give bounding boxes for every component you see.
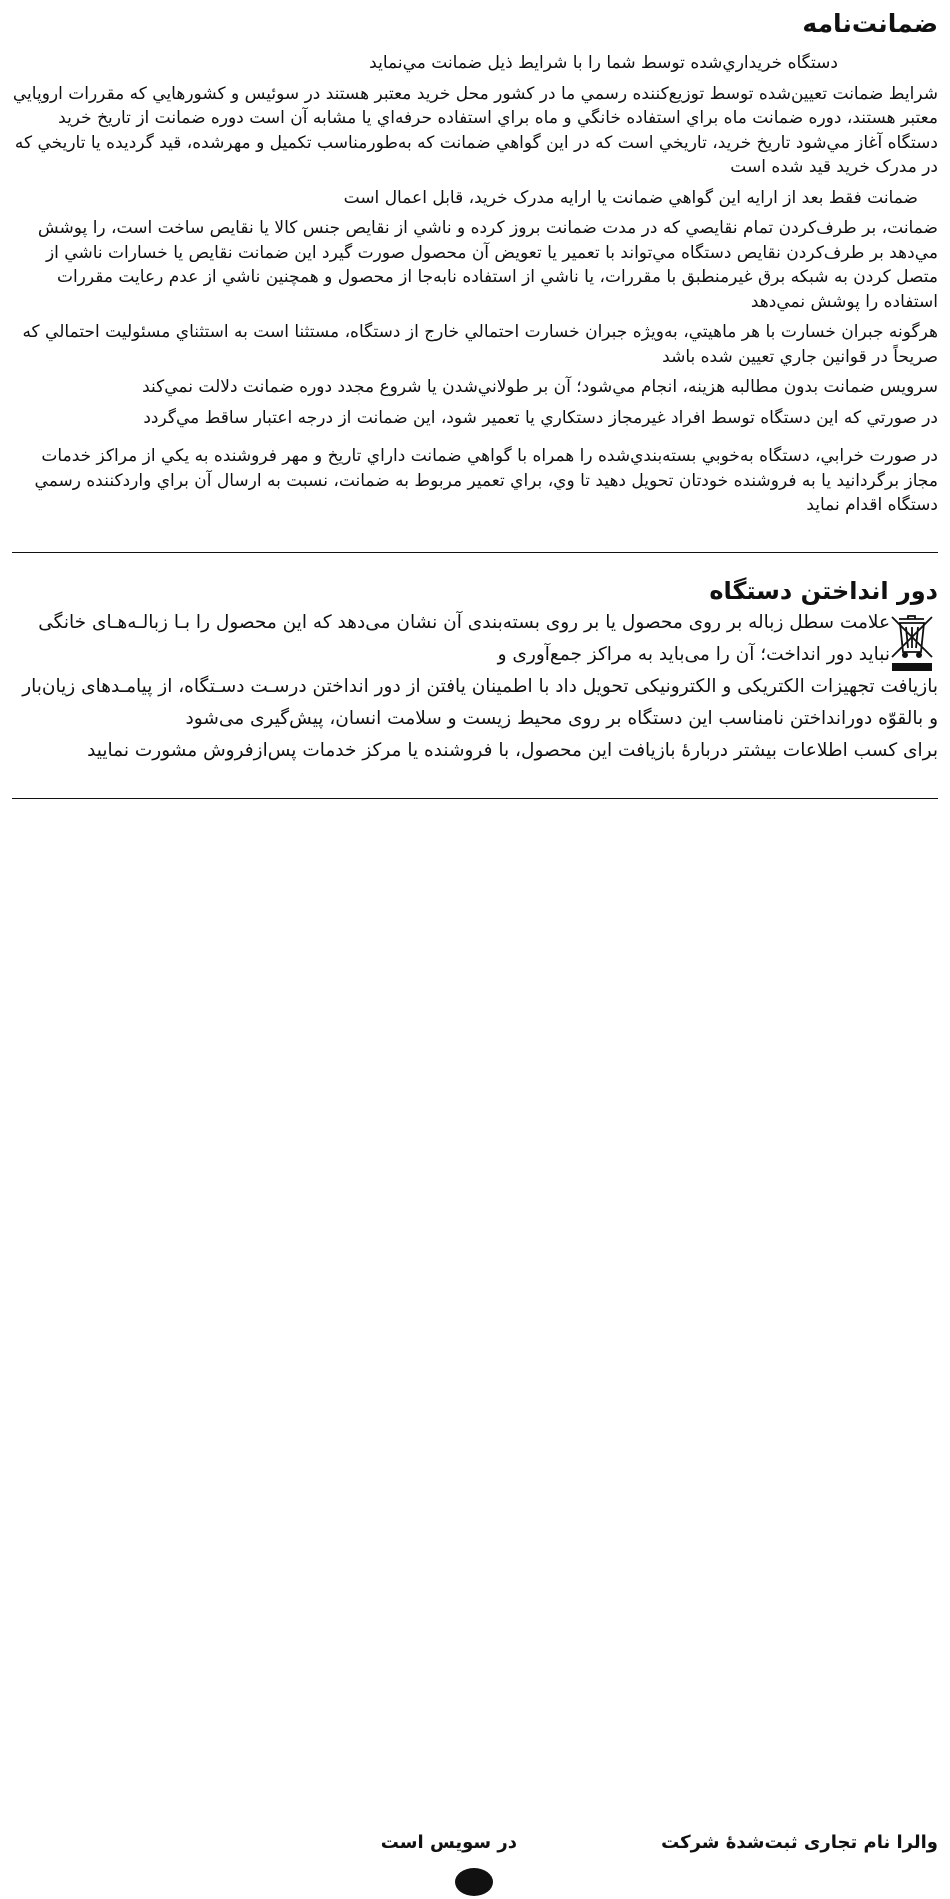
disposal-title: دور انداختن دستگاه	[709, 577, 938, 605]
disposal-recycling-paragraph: بازیافت تجهیزات الکتریکی و الکترونیکی تحویل داد با اطمینان یافتن از دور انداختن درسـت دسـتگاه، از پیامـدهای زیان‌بار و بالقوّه دورانداختن نامناسب این دستگاه بر روی محیط زیست و سلامت انسان، پیش‌گیری می‌شود	[22, 676, 938, 729]
footer-country-text: در سويس است	[380, 1832, 517, 1853]
section-divider	[12, 552, 938, 553]
section-divider	[12, 798, 938, 799]
warranty-damages-paragraph: هرگونه جبران خسارت با هر ماهيتي، به‌ويژه جبران خسارت احتمالي خارج از دستگاه، مستثنا است به استثناي مسئوليت احتمالي که صريحاً در قوانين جاري تعيين شده باشد	[22, 322, 938, 367]
warranty-body	[8, 51, 938, 524]
warranty-intro: دستگاه خريداري‌شده توسط شما را با شرايط ذيل ضمانت مي‌نمايد	[369, 53, 838, 73]
footer-trademark-text: والرا نام تجاری ثبت‌شدۀ شرکت	[661, 1832, 938, 1853]
warranty-service-paragraph: سرويس ضمانت بدون مطالبه هزينه، انجام مي‌شود؛ آن بر طولاني‌شدن يا شروع مجدد دوره ضمانت دلالت نمي‌کند	[142, 377, 938, 397]
warranty-proof-paragraph: ضمانت فقط بعد از ارايه اين گواهي ضمانت يا ارايه مدرک خريد، قابل اعمال است	[343, 187, 918, 208]
disposal-symbol-paragraph: علامت سطل زباله بر روی محصول یا بر روی بسته‌بندی آن نشان می‌دهد که این محصول را بـا زبالـه‌هـای خانگی نباید دور انداخت؛ آن را می‌باید به مراکز جمع‌آوری و	[38, 612, 890, 665]
page-marker	[455, 1868, 493, 1896]
warranty-title: ضمانت‌نامه	[802, 9, 938, 38]
disposal-body	[8, 607, 938, 767]
disposal-info-paragraph: برای کسب اطلاعات بیشتر دربارۀ بازیافت این محصول، با فروشنده یا مرکز خدمات پس‌ازفروش مشورت نمایید	[87, 740, 938, 761]
warranty-terms-paragraph: شرايط ضمانت تعيين‌شده توسط توزيع‌کننده رسمي ما در کشور محل خريد معتبر هستند در سوئيس و کشورهايي که مقررات اروپايي معتبر هستند، دوره ضمانت ماه براي استفاده خانگي و ماه براي استفاده حرفه‌اي يا مشابه آن است دوره ضمانت از تاريخ خريد دستگاه آغاز مي‌شود تاريخ خريد، تاريخي است که در اين گواهي ضمانت که به‌طورمناسب تکميل و مهرشده، قيد گرديده يا تاريخي که در مدرک خريد قيد شده است	[12, 83, 938, 177]
warranty-coverage-paragraph: ضمانت، بر طرف‌کردن تمام نقايصي که در مدت ضمانت بروز کرده و ناشي از نقايص جنس کالا يا نقايص ساخت است، را پوشش مي‌دهد بر طرف‌کردن نقايص دستگاه مي‌تواند با تعمير يا تعويض آن محصول صورت گيرد اين ضمانت نقايص يا خسارات ناشي از متصل کردن به شبکه برق غيرمنطبق با مقررات، يا ناشي از استفاده نابه‌جا از محصول و همچنين ناشي از عدم رعايت مقررات استفاده را پوشش نمي‌دهد	[37, 218, 938, 312]
warranty-void-paragraph: در صورتي که اين دستگاه توسط افراد غيرمجاز دستکاري يا تعمير شود، اين ضمانت از درجه اعتبار ساقط مي‌گردد	[143, 407, 938, 428]
warranty-return-paragraph: در صورت خرابي، دستگاه به‌خوبي بسته‌بندي‌شده را همراه با گواهي ضمانت داراي تاريخ و مهر فروشنده به يکي از مراکز خدمات مجاز برگردانيد يا به فروشنده خودتان تحويل دهيد تا وي، براي تعمير مربوط به ضمانت، نسبت به ارسال آن براي واردکننده رسمي دستگاه اقدام نمايد	[34, 446, 938, 515]
